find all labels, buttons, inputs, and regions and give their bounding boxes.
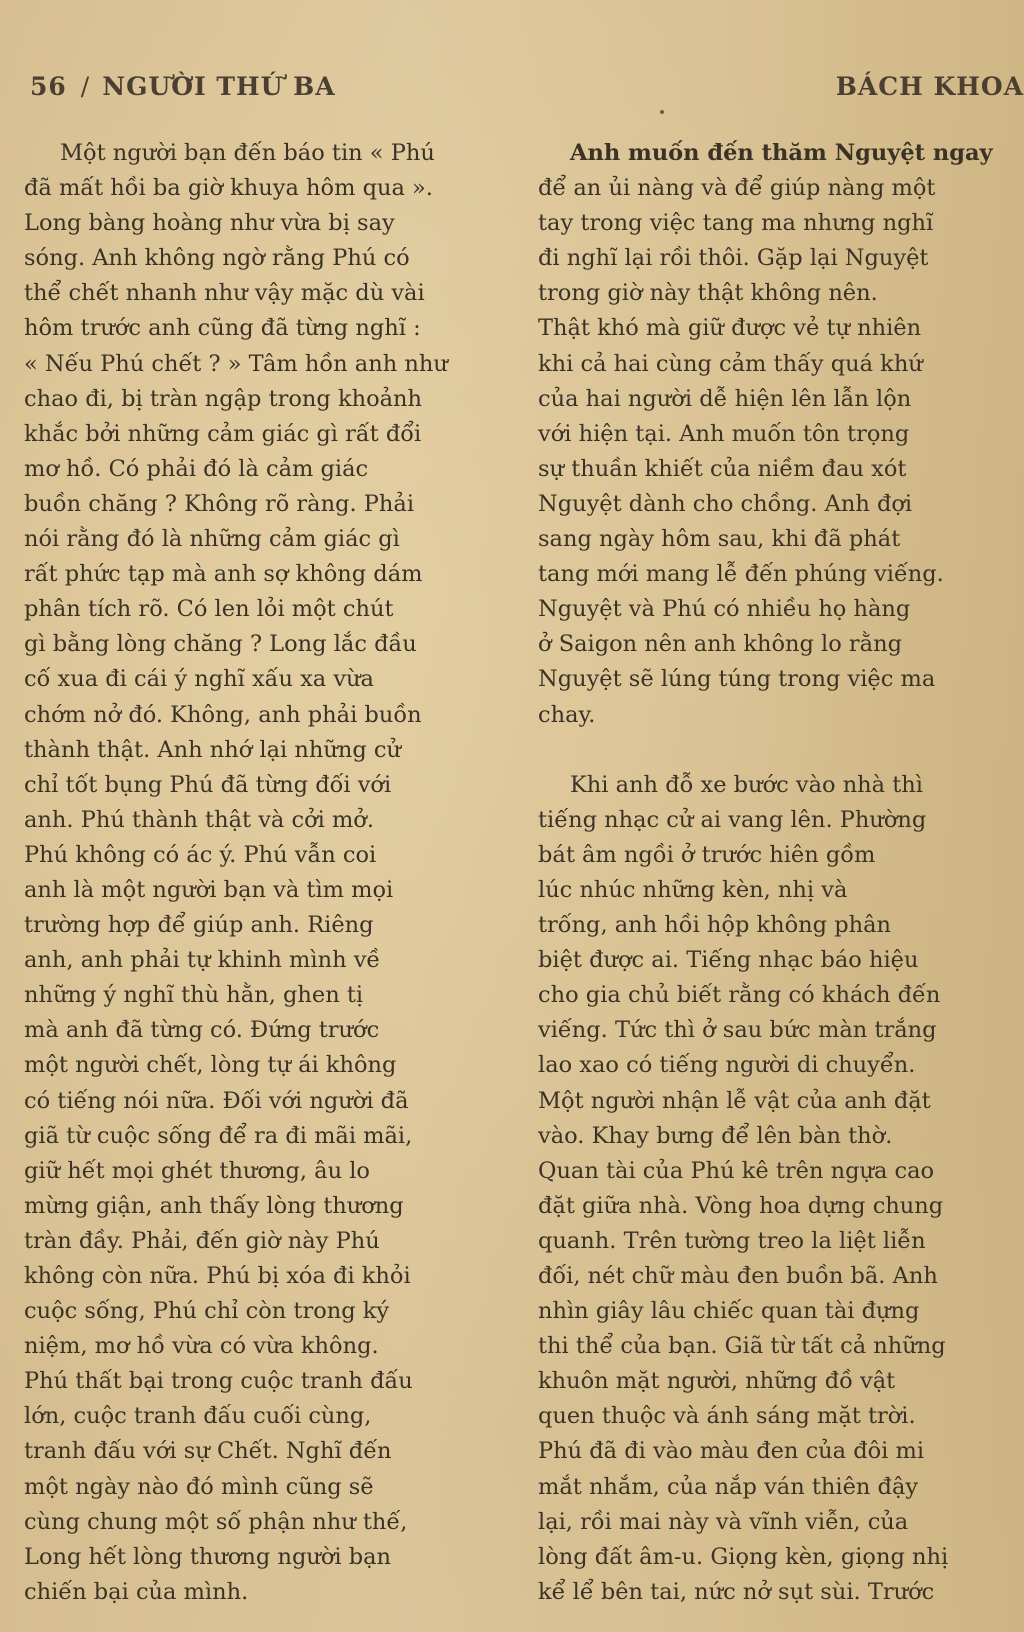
text-line: viếng. Tức thì ở sau bức màn trắng: [538, 1017, 937, 1044]
text-line: « Nếu Phú chết ? » Tâm hồn anh như: [24, 350, 448, 377]
text-line: tràn đầy. Phải, đến giờ này Phú: [24, 1227, 380, 1254]
print-speck: [660, 110, 664, 114]
text-line: lại, rồi mai này và vĩnh viễn, của: [538, 1508, 909, 1535]
text-line: anh. Phú thành thật và cởi mở.: [24, 806, 375, 833]
text-line: giữ hết mọi ghét thương, âu lo: [24, 1157, 370, 1184]
header-separator: /: [80, 72, 91, 101]
page-number: 56: [30, 72, 67, 101]
text-line: mà anh đã từng có. Đứng trước: [24, 1017, 380, 1044]
text-line: có tiếng nói nữa. Đối với người đã: [24, 1087, 409, 1114]
text-line: giã từ cuộc sống để ra đi mãi mãi,: [24, 1122, 413, 1149]
text-line: đặt giữa nhà. Vòng hoa dựng chung: [538, 1192, 944, 1219]
text-line: Anh muốn đến thăm Nguyệt ngay: [570, 140, 993, 166]
text-line: tay trong việc tang ma nhưng nghĩ: [538, 210, 934, 237]
text-line: trường hợp để giúp anh. Riêng: [24, 912, 374, 939]
text-line: trống, anh hồi hộp không phân: [538, 912, 892, 939]
article-title: NGƯỜI THỨ BA: [102, 72, 336, 101]
text-line: nói rằng đó là những cảm giác gì: [24, 526, 400, 553]
text-line: một ngày nào đó mình cũng sẽ: [24, 1473, 374, 1500]
text-line: Một người bạn đến báo tin « Phú: [60, 140, 435, 166]
left-column: [24, 136, 506, 1610]
text-line: rất phức tạp mà anh sợ không dám: [24, 561, 423, 588]
text-line: mơ hồ. Có phải đó là cảm giác: [24, 455, 369, 482]
text-line: kể lể bên tai, nức nở sụt sùi. Trước: [538, 1578, 935, 1605]
text-line: Nguyệt sẽ lúng túng trong việc ma: [538, 666, 936, 693]
text-line: sự thuần khiết của niềm đau xót: [538, 455, 907, 482]
text-line: cố xua đi cái ý nghĩ xấu xa vừa: [24, 666, 374, 693]
paragraph-gap: [538, 733, 1024, 768]
right-column: [538, 136, 1024, 1610]
text-line: thi thể của bạn. Giã từ tất cả những: [538, 1333, 946, 1360]
text-line: ở Saigon nên anh không lo rằng: [538, 631, 902, 658]
running-header: [30, 72, 1024, 112]
text-line: khi cả hai cùng cảm thấy quá khứ: [538, 350, 923, 377]
text-line: Thật khó mà giữ được vẻ tự nhiên: [538, 315, 922, 342]
text-line: Phú không có ác ý. Phú vẫn coi: [24, 841, 377, 868]
text-line: chiến bại của mình.: [24, 1578, 249, 1605]
text-line: Long bàng hoàng như vừa bị say: [24, 210, 395, 237]
text-line: Nguyệt và Phú có nhiều họ hàng: [538, 596, 911, 623]
text-line: chỉ tốt bụng Phú đã từng đối với: [24, 771, 392, 798]
text-line: lao xao có tiếng người di chuyển.: [538, 1052, 916, 1079]
text-line: buồn chăng ? Không rõ ràng. Phải: [24, 490, 415, 517]
text-line: Phú đã đi vào màu đen của đôi mi: [538, 1438, 925, 1465]
text-line: sang ngày hôm sau, khi đã phát: [538, 526, 901, 553]
text-line: đã mất hồi ba giờ khuya hôm qua ».: [24, 175, 433, 202]
text-line: để an ủi nàng và để giúp nàng một: [538, 175, 936, 202]
text-line: lớn, cuộc tranh đấu cuối cùng,: [24, 1403, 372, 1430]
text-line: cùng chung một số phận như thế,: [24, 1508, 408, 1535]
magazine-name: BÁCH KHOA: [835, 72, 1024, 101]
text-line: niệm, mơ hồ vừa có vừa không.: [24, 1333, 379, 1360]
text-line: cuộc sống, Phú chỉ còn trong ký: [24, 1298, 390, 1325]
text-line: quen thuộc và ánh sáng mặt trời.: [538, 1403, 916, 1430]
text-line: chớm nở đó. Không, anh phải buồn: [24, 701, 422, 728]
text-line: Quan tài của Phú kê trên ngựa cao: [538, 1157, 935, 1184]
text-line: với hiện tại. Anh muốn tôn trọng: [538, 420, 910, 447]
text-line: Long hết lòng thương người bạn: [24, 1543, 392, 1570]
text-line: tang mới mang lễ đến phúng viếng.: [538, 561, 944, 588]
text-line: Khi anh đỗ xe bước vào nhà thì: [570, 771, 923, 798]
text-line: anh là một người bạn và tìm mọi: [24, 876, 394, 903]
text-line: tiếng nhạc cử ai vang lên. Phường: [538, 806, 927, 833]
text-line: anh, anh phải tự khinh mình về: [24, 947, 381, 974]
text-line: gì bằng lòng chăng ? Long lắc đầu: [24, 631, 417, 658]
text-line: một người chết, lòng tự ái không: [24, 1052, 397, 1079]
text-line: hôm trước anh cũng đã từng nghĩ :: [24, 315, 421, 342]
text-line: Một người nhận lễ vật của anh đặt: [538, 1087, 931, 1114]
text-line: bát âm ngồi ở trước hiên gồm: [538, 841, 876, 868]
text-line: nhìn giây lâu chiếc quan tài đựng: [538, 1298, 920, 1325]
text-line: mắt nhắm, của nắp ván thiên đậy: [538, 1473, 919, 1500]
header-left: [30, 72, 336, 101]
text-line: không còn nữa. Phú bị xóa đi khỏi: [24, 1263, 411, 1289]
text-line: trong giờ này thật không nên.: [538, 280, 878, 307]
text-line: Nguyệt dành cho chồng. Anh đợi: [538, 490, 913, 517]
text-line: khuôn mặt người, những đồ vật: [538, 1368, 896, 1395]
text-line: mừng giận, anh thấy lòng thương: [24, 1192, 404, 1219]
text-line: lòng đất âm-u. Giọng kèn, giọng nhị: [538, 1543, 949, 1570]
text-line: tranh đấu với sự Chết. Nghĩ đến: [24, 1438, 392, 1465]
text-line: đối, nét chữ màu đen buồn bã. Anh: [538, 1263, 938, 1289]
text-line: vào. Khay bưng để lên bàn thờ.: [538, 1122, 893, 1149]
text-line: quanh. Trên tường treo la liệt liễn: [538, 1227, 926, 1254]
text-line: phân tích rõ. Có len lỏi một chút: [24, 596, 394, 623]
text-line: đi nghĩ lại rồi thôi. Gặp lại Nguyệt: [538, 245, 929, 272]
text-line: những ý nghĩ thù hằn, ghen tị: [24, 982, 364, 1009]
text-line: của hai người dễ hiện lên lẫn lộn: [538, 385, 912, 412]
text-line: chao đi, bị tràn ngập trong khoảnh: [24, 385, 423, 412]
text-line: thành thật. Anh nhớ lại những cử: [24, 736, 402, 763]
text-line: cho gia chủ biết rằng có khách đến: [538, 982, 941, 1009]
text-line: thể chết nhanh như vậy mặc dù vài: [24, 280, 425, 307]
text-line: khắc bởi những cảm giác gì rất đổi: [24, 420, 422, 447]
text-line: sóng. Anh không ngờ rằng Phú có: [24, 245, 410, 272]
text-line: Phú thất bại trong cuộc tranh đấu: [24, 1368, 413, 1395]
text-line: chay.: [538, 701, 596, 728]
text-line: biệt được ai. Tiếng nhạc báo hiệu: [538, 947, 919, 974]
text-line: lúc nhúc những kèn, nhị và: [538, 876, 848, 903]
